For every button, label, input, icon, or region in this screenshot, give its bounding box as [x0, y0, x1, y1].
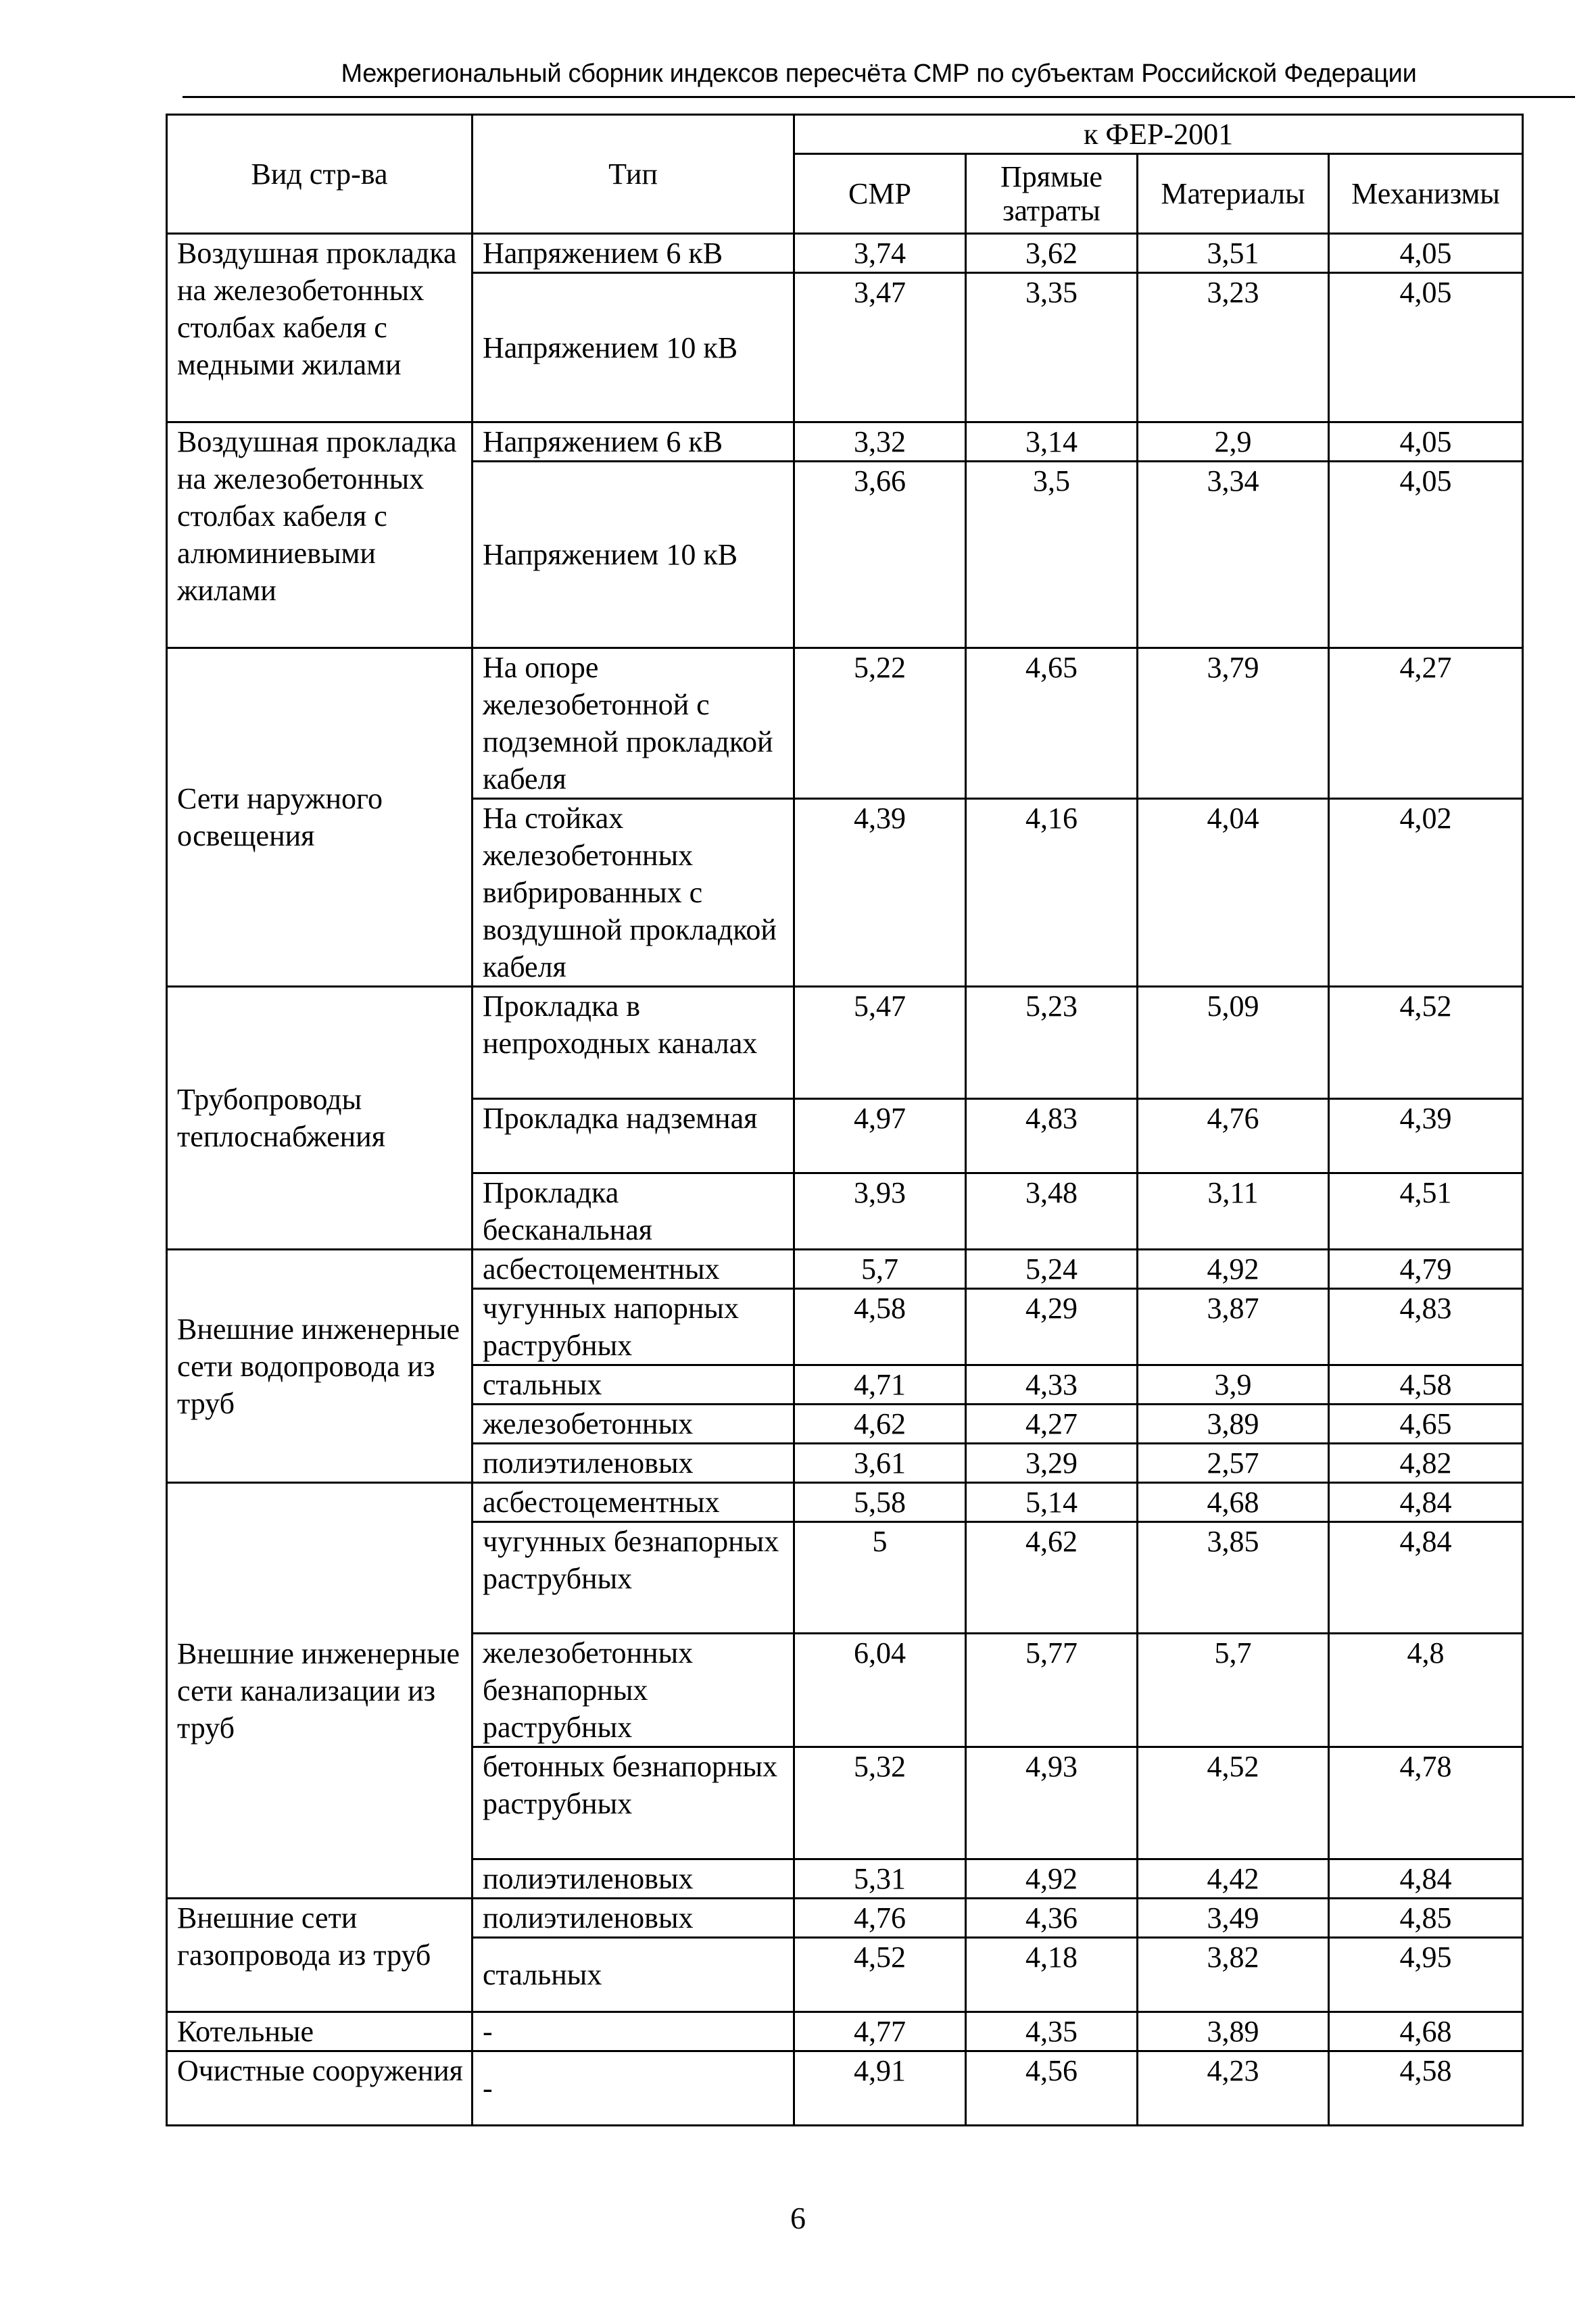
cell-smr: 4,97: [794, 1099, 966, 1173]
cell-machines: 4,65: [1329, 1405, 1523, 1444]
col-header-materials: Материалы: [1138, 154, 1329, 234]
cell-type: Прокладка в непроходных каналах: [473, 987, 794, 1099]
cell-smr: 4,71: [794, 1365, 966, 1405]
cell-type: стальных: [473, 1365, 794, 1405]
cell-materials: 2,57: [1138, 1444, 1329, 1483]
cell-machines: 4,82: [1329, 1444, 1523, 1483]
cell-machines: 4,51: [1329, 1173, 1523, 1250]
cell-materials: 3,49: [1138, 1899, 1329, 1938]
table-header: [167, 115, 1523, 234]
cell-direct: 4,16: [966, 799, 1138, 987]
cell-direct: 4,29: [966, 1289, 1138, 1365]
table-row: [167, 1250, 1523, 1289]
cell-type: чугунных безнапорных раструбных: [473, 1522, 794, 1634]
cell-materials: 5,7: [1138, 1634, 1329, 1747]
cell-smr: 6,04: [794, 1634, 966, 1747]
table-row: [167, 234, 1523, 273]
cell-machines: 4,39: [1329, 1099, 1523, 1173]
cell-machines: 4,27: [1329, 648, 1523, 799]
cell-machines: 4,68: [1329, 2012, 1523, 2051]
col-header-smr: СМР: [794, 154, 966, 234]
col-header-kind: Вид стр-ва: [167, 115, 473, 234]
cell-machines: 4,95: [1329, 1938, 1523, 2012]
cell-type: чугунных напорных раструбных: [473, 1289, 794, 1365]
cell-kind: Внешние инженерные сети водопровода из труб: [167, 1250, 473, 1483]
cell-direct: 5,23: [966, 987, 1138, 1099]
cell-smr: 3,66: [794, 462, 966, 648]
cell-machines: 4,58: [1329, 1365, 1523, 1405]
cell-materials: 3,51: [1138, 234, 1329, 273]
cell-type: стальных: [473, 1938, 794, 2012]
cell-machines: 4,84: [1329, 1522, 1523, 1634]
cell-smr: 4,77: [794, 2012, 966, 2051]
cell-machines: 4,58: [1329, 2051, 1523, 2126]
cell-direct: 5,14: [966, 1483, 1138, 1522]
cell-machines: 4,05: [1329, 462, 1523, 648]
cell-smr: 3,61: [794, 1444, 966, 1483]
cell-smr: 4,62: [794, 1405, 966, 1444]
cell-type: На опоре железобетонной с подземной прокладкой кабеля: [473, 648, 794, 799]
cell-machines: 4,05: [1329, 422, 1523, 462]
cell-machines: 4,79: [1329, 1250, 1523, 1289]
cell-smr: 3,47: [794, 273, 966, 422]
cell-smr: 4,91: [794, 2051, 966, 2126]
cell-smr: 3,32: [794, 422, 966, 462]
cell-type: Напряжением 6 кВ: [473, 422, 794, 462]
cell-type: железобетонных: [473, 1405, 794, 1444]
cell-materials: 3,11: [1138, 1173, 1329, 1250]
cell-smr: 5,22: [794, 648, 966, 799]
cell-direct: 3,62: [966, 234, 1138, 273]
cell-direct: 4,65: [966, 648, 1138, 799]
table-row: [167, 422, 1523, 462]
cell-materials: 5,09: [1138, 987, 1329, 1099]
cell-direct: 4,35: [966, 2012, 1138, 2051]
cell-kind: Очистные сооружения: [167, 2051, 473, 2126]
cell-materials: 4,92: [1138, 1250, 1329, 1289]
table-row: [167, 1899, 1523, 1938]
cell-materials: 4,76: [1138, 1099, 1329, 1173]
cell-materials: 3,87: [1138, 1289, 1329, 1365]
cell-machines: 4,52: [1329, 987, 1523, 1099]
cell-type: полиэтиленовых: [473, 1859, 794, 1899]
cell-materials: 3,9: [1138, 1365, 1329, 1405]
cell-type: -: [473, 2051, 794, 2126]
table-body: [167, 234, 1523, 2126]
cell-materials: 4,68: [1138, 1483, 1329, 1522]
header-rule: [183, 96, 1575, 98]
cell-machines: 4,78: [1329, 1747, 1523, 1859]
cell-direct: 4,62: [966, 1522, 1138, 1634]
indices-table: [166, 114, 1524, 2126]
cell-type: полиэтиленовых: [473, 1444, 794, 1483]
table-row: [167, 1483, 1523, 1522]
cell-direct: 4,56: [966, 2051, 1138, 2126]
cell-type: -: [473, 2012, 794, 2051]
cell-materials: 4,52: [1138, 1747, 1329, 1859]
col-header-direct: Прямые затраты: [966, 154, 1138, 234]
cell-machines: 4,83: [1329, 1289, 1523, 1365]
col-header-type: Тип: [473, 115, 794, 234]
cell-smr: 5,58: [794, 1483, 966, 1522]
group-header-fer: к ФЕР-2001: [794, 115, 1523, 154]
cell-type: железобетонных безнапорных раструбных: [473, 1634, 794, 1747]
cell-direct: 3,48: [966, 1173, 1138, 1250]
cell-machines: 4,8: [1329, 1634, 1523, 1747]
cell-direct: 3,14: [966, 422, 1138, 462]
cell-materials: 4,04: [1138, 799, 1329, 987]
col-header-machines: Механизмы: [1329, 154, 1523, 234]
cell-type: Прокладка бесканальная: [473, 1173, 794, 1250]
cell-smr: 5: [794, 1522, 966, 1634]
table-row: [167, 987, 1523, 1099]
cell-type: асбестоцементных: [473, 1483, 794, 1522]
cell-direct: 4,92: [966, 1859, 1138, 1899]
cell-kind: Трубопроводы теплоснабжения: [167, 987, 473, 1250]
cell-materials: 3,82: [1138, 1938, 1329, 2012]
cell-kind: Внешние сети газопровода из труб: [167, 1899, 473, 2012]
cell-type: бетонных безнапорных раструбных: [473, 1747, 794, 1859]
cell-materials: 4,42: [1138, 1859, 1329, 1899]
cell-kind: Воздушная прокладка на железобетонных столбах кабеля с медными жилами: [167, 234, 473, 422]
cell-smr: 5,31: [794, 1859, 966, 1899]
cell-direct: 3,29: [966, 1444, 1138, 1483]
cell-materials: 3,34: [1138, 462, 1329, 648]
cell-smr: 3,74: [794, 234, 966, 273]
cell-direct: 4,33: [966, 1365, 1138, 1405]
cell-materials: 3,79: [1138, 648, 1329, 799]
cell-type: Прокладка надземная: [473, 1099, 794, 1173]
cell-machines: 4,05: [1329, 273, 1523, 422]
page-number: 6: [790, 2201, 806, 2235]
cell-machines: 4,02: [1329, 799, 1523, 987]
cell-direct: 4,18: [966, 1938, 1138, 2012]
cell-type: Напряжением 10 кВ: [473, 462, 794, 648]
page-header: Межрегиональный сборник индексов пересчёта СМР по субъектам Российской Федерации: [341, 59, 1417, 88]
cell-direct: 4,83: [966, 1099, 1138, 1173]
cell-smr: 5,47: [794, 987, 966, 1099]
cell-type: полиэтиленовых: [473, 1899, 794, 1938]
cell-smr: 4,39: [794, 799, 966, 987]
cell-smr: 4,52: [794, 1938, 966, 2012]
cell-smr: 5,32: [794, 1747, 966, 1859]
cell-machines: 4,05: [1329, 234, 1523, 273]
cell-kind: Котельные: [167, 2012, 473, 2051]
cell-smr: 4,58: [794, 1289, 966, 1365]
cell-direct: 3,5: [966, 462, 1138, 648]
table-row: [167, 2012, 1523, 2051]
cell-type: асбестоцементных: [473, 1250, 794, 1289]
cell-materials: 3,23: [1138, 273, 1329, 422]
cell-smr: 5,7: [794, 1250, 966, 1289]
cell-kind: Внешние инженерные сети канализации из труб: [167, 1483, 473, 1899]
cell-materials: 4,23: [1138, 2051, 1329, 2126]
cell-type: На стойках железобетонных вибрированных с воздушной прокладкой кабеля: [473, 799, 794, 987]
cell-machines: 4,84: [1329, 1859, 1523, 1899]
table-row: [167, 648, 1523, 799]
cell-machines: 4,85: [1329, 1899, 1523, 1938]
cell-direct: 4,36: [966, 1899, 1138, 1938]
cell-kind: Воздушная прокладка на железобетонных столбах кабеля с алюминиевыми жилами: [167, 422, 473, 648]
cell-direct: 3,35: [966, 273, 1138, 422]
cell-materials: 3,85: [1138, 1522, 1329, 1634]
table-row: [167, 2051, 1523, 2126]
cell-direct: 4,27: [966, 1405, 1138, 1444]
cell-type: Напряжением 6 кВ: [473, 234, 794, 273]
cell-materials: 3,89: [1138, 2012, 1329, 2051]
cell-smr: 4,76: [794, 1899, 966, 1938]
cell-direct: 5,24: [966, 1250, 1138, 1289]
cell-type: Напряжением 10 кВ: [473, 273, 794, 422]
cell-machines: 4,84: [1329, 1483, 1523, 1522]
cell-kind: Сети наружного освещения: [167, 648, 473, 987]
cell-smr: 3,93: [794, 1173, 966, 1250]
cell-materials: 3,89: [1138, 1405, 1329, 1444]
cell-direct: 4,93: [966, 1747, 1138, 1859]
cell-direct: 5,77: [966, 1634, 1138, 1747]
cell-materials: 2,9: [1138, 422, 1329, 462]
